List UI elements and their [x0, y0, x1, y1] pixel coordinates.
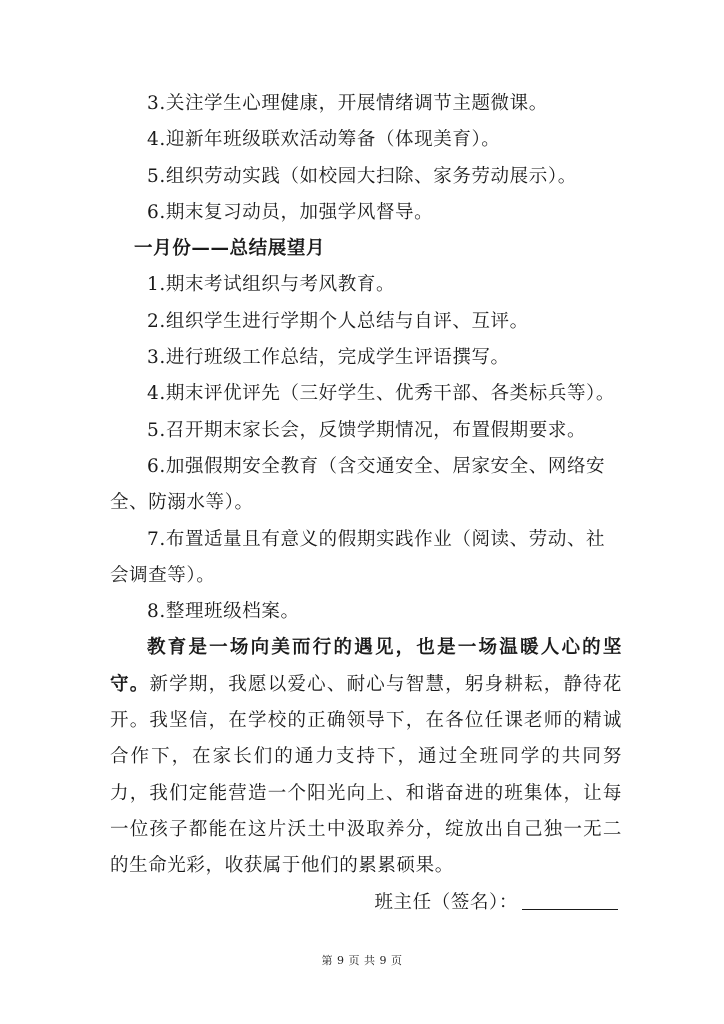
closing-paragraph: [110, 630, 622, 884]
list-item: 8.整理班级档案。: [147, 601, 300, 623]
list-item: 4.迎新年班级联欢活动筹备（体现美育）。: [147, 129, 501, 151]
page-footer: 第 9 页 共 9 页: [321, 954, 403, 967]
list-item: 3.进行班级工作总结，完成学生评语撰写。: [147, 347, 510, 369]
list-item: 2.组织学生进行学期个人总结与自评、互评。: [147, 310, 529, 332]
list-item: 3.关注学生心理健康，开展情绪调节主题微课。: [147, 93, 548, 114]
closing-lead: 教育是一场向美而行的遇见，也是一场温暖人心的坚守。: [110, 637, 622, 695]
signature-row: [110, 885, 622, 921]
document-body: [110, 86, 622, 921]
signature-label: 班主任（签名）：: [374, 891, 518, 913]
list-item: 5.组织劳动实践（如校园大扫除、家务劳动展示）。: [147, 165, 577, 187]
signature-line: [522, 887, 618, 910]
list-item: 1.期末考试组织与考风教育。: [147, 274, 396, 296]
list-item: 5.召开期末家长会，反馈学期情况，布置假期要求。: [147, 419, 587, 441]
list-item: 6.期末复习动员，加强学风督导。: [147, 201, 434, 223]
list-item: 7.布置适量且有意义的假期实践作业（阅读、劳动、社会调查等）。: [110, 528, 606, 586]
closing-body: 新学期，我愿以爱心、耐心与智慧，躬身耕耘，静待花开。我坚信，在学校的正确领导下，在各位任课老师的精诚合作下，在家长们的通力支持下，通过全班同学的共同努力，我们定能营造一个阳光向上、和谐奋进的班集体，让每一位孩子都能在这片沃土中汲取养分，绽放出自己独一无二的生命光彩，收获属于他们的累累硕果。: [110, 673, 622, 877]
section-heading-january: 一月份——总结展望月: [134, 238, 326, 260]
list-item: 4.期末评优评先（三好学生、优秀干部、各类标兵等）。: [147, 383, 616, 405]
list-item: 6.加强假期安全教育（含交通安全、居家安全、网络安全、防溺水等）。: [110, 455, 606, 514]
